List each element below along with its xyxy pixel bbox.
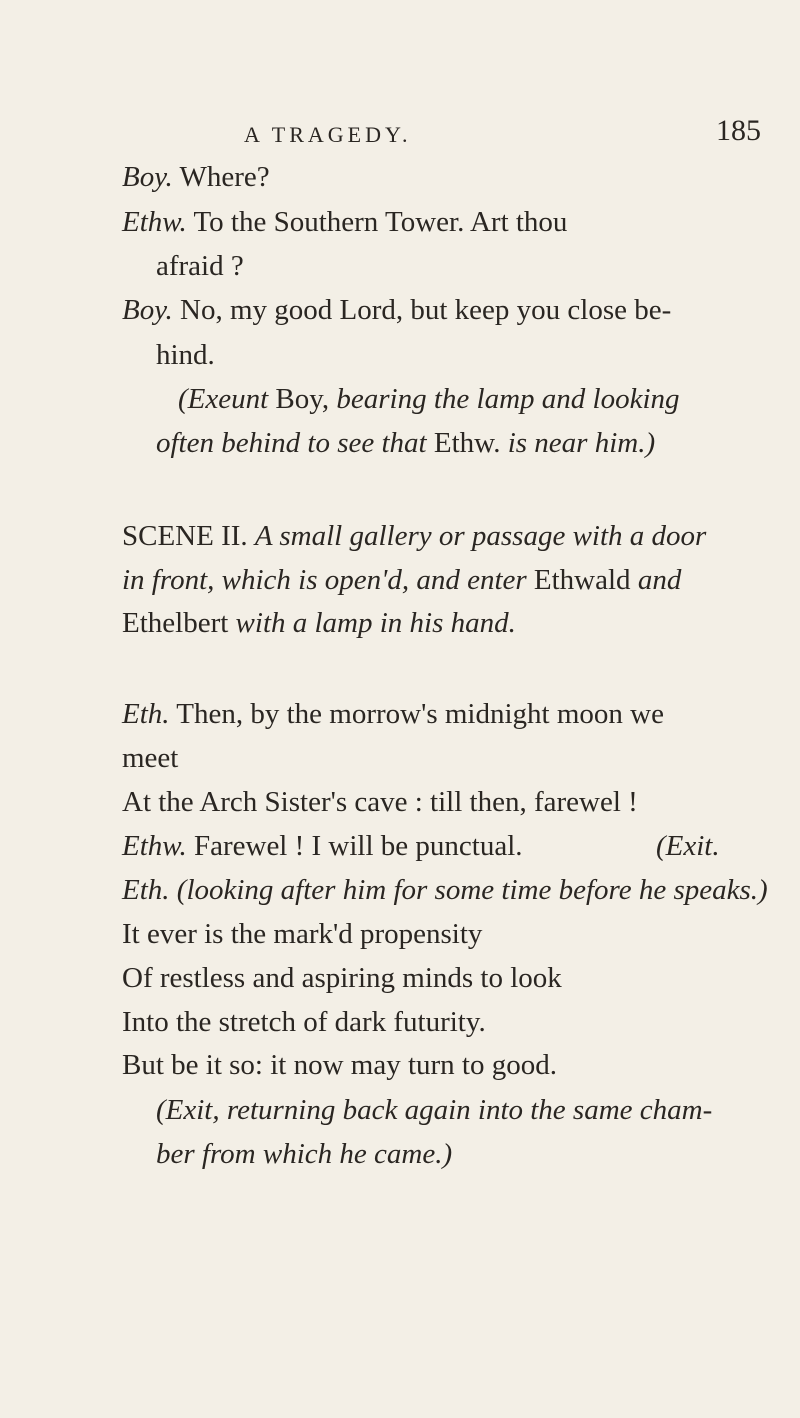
stage-direction: (Exit, returning back again into the same cham- (156, 1094, 713, 1126)
scene-label: SCENE II. (122, 520, 248, 552)
speaker-name: Eth. (122, 698, 170, 730)
running-title: A TRAGEDY. (244, 122, 412, 147)
verse-line: It ever is the mark'd propensity (122, 918, 483, 950)
scene-description: and (637, 564, 682, 596)
text-line: meet (122, 742, 179, 774)
dialogue-text: Farewel ! I will be punctual. (193, 830, 523, 862)
dialogue-text: Then, by the morrow's midnight moon we (176, 698, 664, 730)
stage-direction (156, 426, 655, 460)
text-line (122, 829, 523, 863)
character-name: Ethelbert (122, 607, 229, 639)
text-line (122, 205, 567, 239)
stage-direction-italic: often behind to see that (156, 427, 427, 459)
exit-direction: (Exit. (656, 830, 720, 862)
dialogue-text: No, my good Lord, but keep you close be- (180, 294, 672, 326)
speaker-name: Ethw. (122, 206, 187, 238)
text-line (122, 160, 270, 194)
verse-line: Of restless and aspiring minds to look (122, 962, 562, 994)
page-number: 185 (716, 114, 761, 147)
stage-direction-italic: (Exeunt (178, 383, 269, 415)
stage-direction (178, 382, 680, 416)
text-line (122, 293, 671, 327)
text-line: hind. (156, 339, 215, 371)
speaker-name: Boy. (122, 161, 173, 193)
stage-direction-italic: (looking after him for some time before he speaks.) (176, 874, 768, 906)
text-line (122, 873, 768, 907)
scene-description: with a lamp in his hand. (235, 607, 516, 639)
scene-heading (122, 519, 706, 553)
character-name: Boy, (275, 383, 330, 415)
text-line (122, 697, 664, 731)
character-name: Ethw. (433, 427, 501, 459)
character-name: Ethwald (533, 564, 631, 596)
text-line: afraid ? (156, 250, 244, 282)
scene-description-line (122, 606, 516, 640)
scene-description: A small gallery or passage with a door (254, 520, 707, 552)
dialogue-text: To the Southern Tower. Art thou (193, 206, 568, 238)
speaker-name: Boy. (122, 294, 173, 326)
verse-line: Into the stretch of dark futurity. (122, 1006, 486, 1038)
stage-direction-italic: bearing the lamp and looking (336, 383, 680, 415)
scene-description: in front, which is open'd, and enter (122, 564, 527, 596)
dialogue-text: Where? (179, 161, 270, 193)
stage-direction-italic: is near him.) (507, 427, 656, 459)
speaker-name: Ethw. (122, 830, 187, 862)
speaker-name: Eth. (122, 874, 170, 906)
scene-description-line (122, 563, 681, 597)
text-line: At the Arch Sister's cave : till then, farewel ! (122, 786, 638, 818)
verse-line: But be it so: it now may turn to good. (122, 1049, 557, 1081)
stage-direction: ber from which he came.) (156, 1138, 453, 1170)
